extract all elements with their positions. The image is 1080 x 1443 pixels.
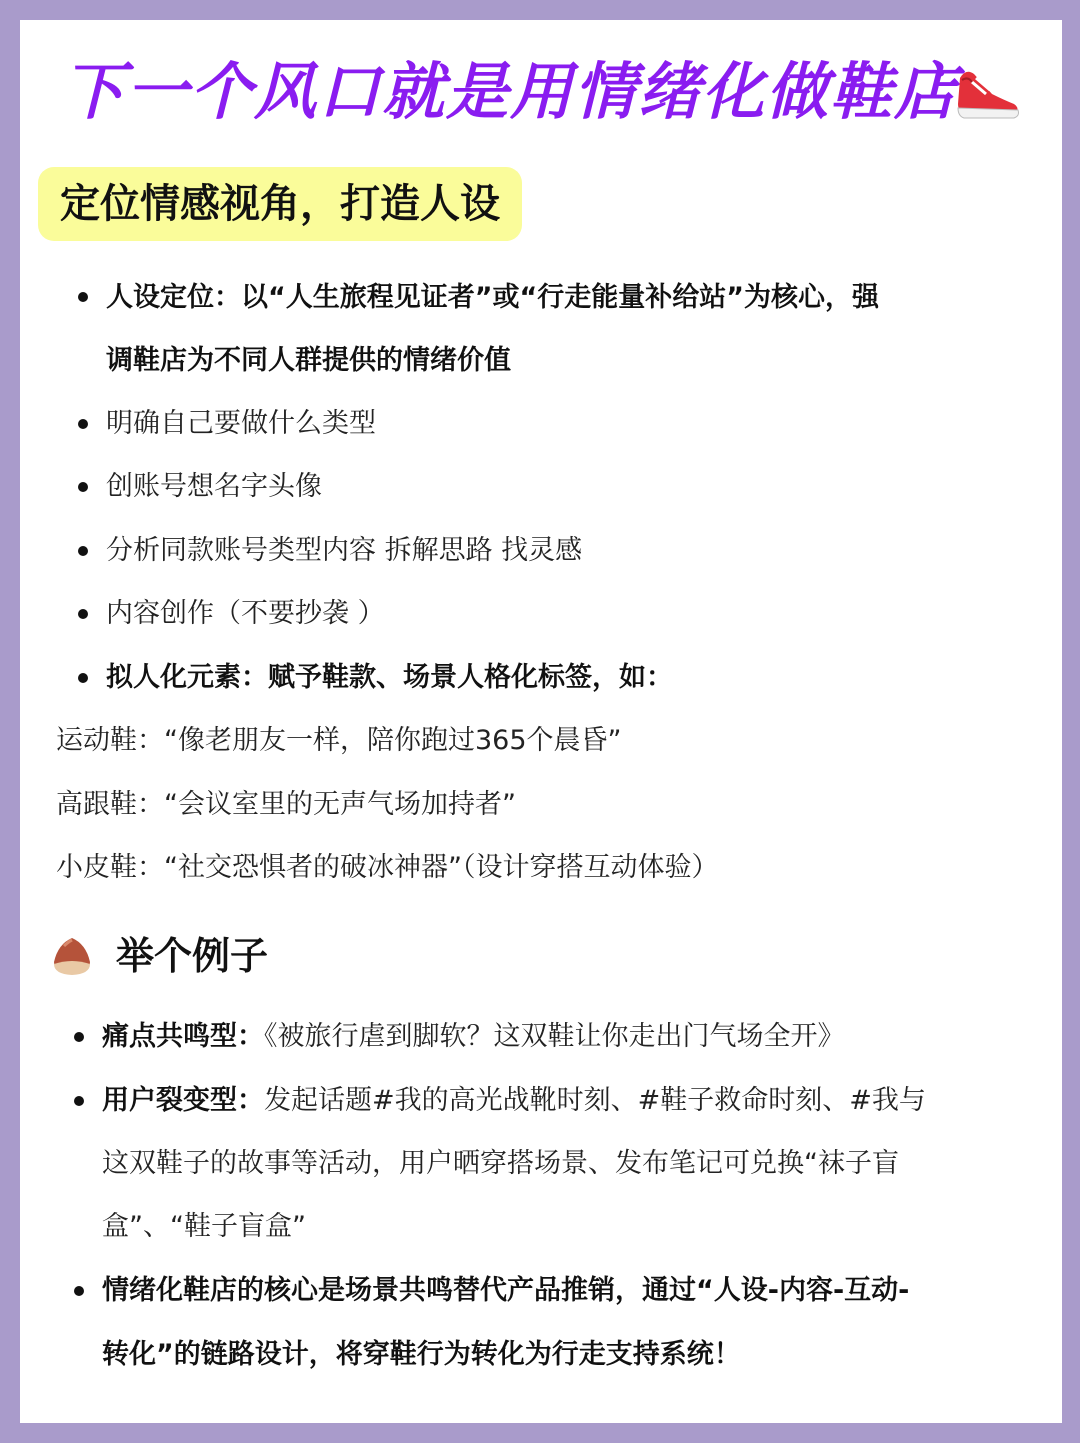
example-heels: 高跟鞋：“会议室里的无声气场加持者”: [56, 789, 516, 820]
bullet-dot: [78, 292, 88, 302]
list-item: 内容创作（不要抄袭 ）: [106, 598, 385, 629]
bullet-dot: [78, 609, 88, 619]
core-summary-line-2: 转化”的链路设计，将穿鞋行为转化为行走支持系统！: [102, 1339, 741, 1370]
page-title: 下一个风口就是用情绪化做鞋店: [62, 55, 959, 128]
pain-point-text: 《被旅行虐到脚软？这双鞋让你走出门气场全开》: [264, 1021, 845, 1052]
list-item-pain-point: [102, 1017, 845, 1057]
list-item: 明确自己要做什么类型: [106, 408, 376, 439]
fission-text-line-2: 这双鞋子的故事等活动，用户晒穿搭场景、发布笔记可兑换“袜子盲: [102, 1148, 899, 1179]
list-item-fission: [102, 1081, 926, 1121]
core-summary-line-1: 情绪化鞋店的核心是场景共鸣替代产品推销，通过“人设-内容-互动-: [102, 1275, 910, 1306]
shoe-icon: [952, 60, 1022, 122]
bullet-dot: [74, 1032, 84, 1042]
persona-line-2: 调鞋店为不同人群提供的情绪价值: [106, 345, 511, 376]
bullet-dot: [78, 482, 88, 492]
bullet-dot: [74, 1096, 84, 1106]
section-heading-examples: 举个例子: [116, 934, 269, 978]
fission-text-line-3: 盒”、“鞋子盲盒”: [102, 1211, 306, 1242]
bullet-dot: [74, 1286, 84, 1296]
example-leather-shoes: 小皮鞋：“社交恐惧者的破冰神器”（设计穿搭互动体验）: [56, 852, 719, 883]
section-heading-persona: 定位情感视角，打造人设: [38, 167, 522, 241]
bullet-dot: [78, 419, 88, 429]
list-item: 创账号想名字头像: [106, 471, 322, 502]
bullet-dot: [78, 546, 88, 556]
pain-point-label: 痛点共鸣型：: [102, 1021, 264, 1052]
fission-label: 用户裂变型：: [102, 1085, 264, 1116]
fission-text-line-1: 发起话题#我的高光战靴时刻、#鞋子救命时刻、#我与: [264, 1085, 926, 1116]
persona-line-1: 人设定位：以“人生旅程见证者”或“行走能量补给站”为核心，强: [106, 282, 879, 313]
chestnut-icon: [50, 934, 94, 978]
list-item: 分析同款账号类型内容 拆解思路 找灵感: [106, 535, 583, 566]
list-item-anthropomorphic: 拟人化元素：赋予鞋款、场景人格化标签，如：: [106, 662, 673, 693]
bullet-dot: [78, 673, 88, 683]
example-sneakers: 运动鞋：“像老朋友一样，陪你跑过365个晨昏”: [56, 725, 622, 756]
